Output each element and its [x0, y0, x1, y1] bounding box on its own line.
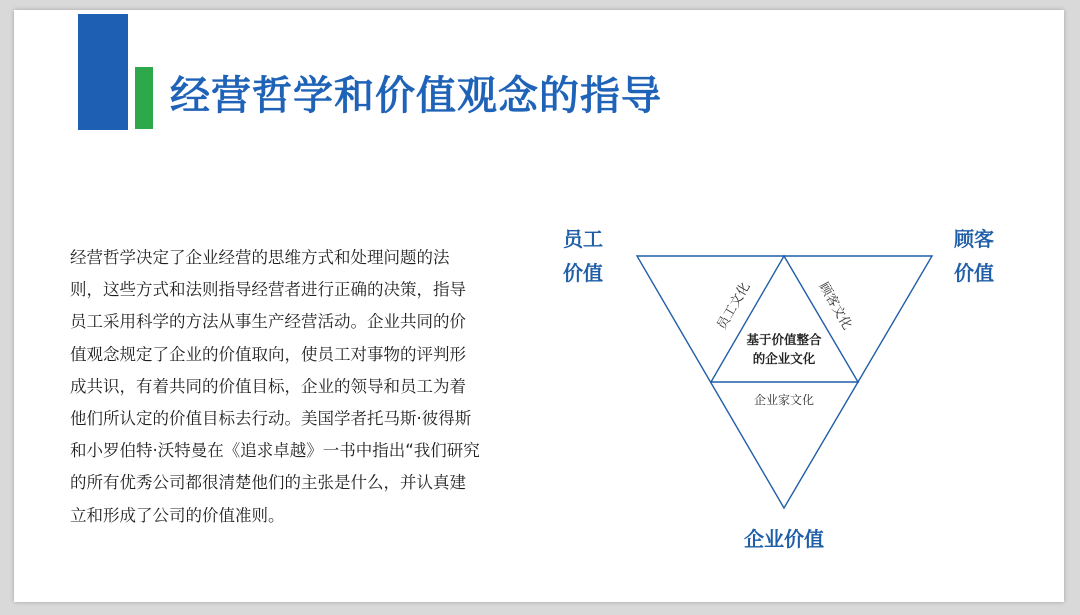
value-triangle-diagram — [14, 10, 1064, 602]
center-label-line2: 的企业文化 — [752, 351, 816, 366]
body-paragraph: 经营哲学决定了企业经营的思维方式和处理问题的法则，这些方式和法则指导经营者进行正确的决策，指导员工采用科学的方法从事生产经营活动。企业共同的价值观念规定了企业的价值取向，使员工对事物的评判形成共识，有着共同的价值目标，企业的领导和员工为着他们所认定的价值目标去行动。美国学者托马斯·彼得斯和小罗伯特·沃特曼在《追求卓越》一书中指出“我们研究的所有优秀公司都很清楚他们的主张是什么，并认真建立和形成了公司的价值准则。 — [70, 248, 480, 525]
enterprise-value-label: 企业价值 — [744, 527, 824, 551]
center-label-line1: 基于价值整合 — [746, 332, 822, 347]
bottom-segment-label: 企业家文化 — [753, 393, 815, 407]
page-title: 经营哲学和价值观念的指导 — [170, 73, 662, 119]
customer-value-label: 顾客 价值 — [954, 227, 994, 285]
left-segment-label: 员工文化 — [714, 279, 754, 333]
right-segment-label: 顾客文化 — [815, 279, 855, 333]
employee-value-label: 员工 价值 — [563, 227, 603, 285]
slide — [14, 10, 1064, 602]
